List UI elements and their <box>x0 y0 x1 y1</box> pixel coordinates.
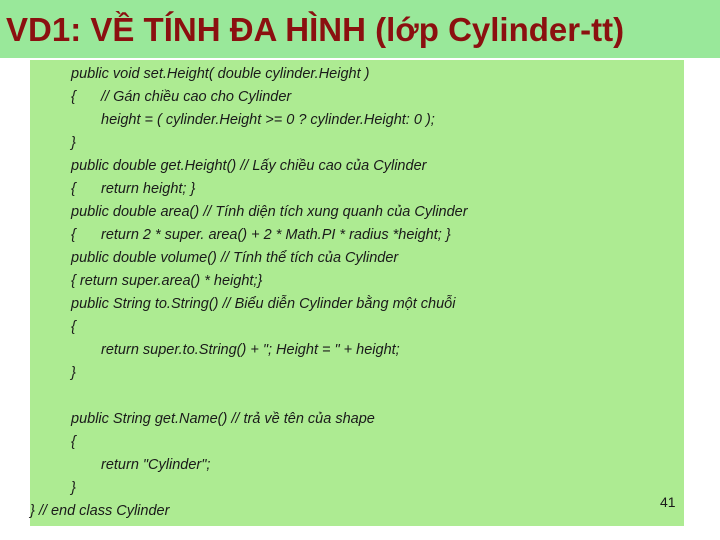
code-line-3: height = ( cylinder.Height >= 0 ? cylinder.Height: 0 ); <box>101 112 435 128</box>
code-line-5: public double get.Height() // Lấy chiều cao của Cylinder <box>71 158 427 174</box>
page-number: 41 <box>660 494 676 510</box>
code-line-13: return super.to.String() + "; Height = " + height; <box>101 342 400 358</box>
code-line-1: public void set.Height( double cylinder.Height ) <box>71 66 370 82</box>
code-line-10: { return super.area() * height;} <box>71 273 263 289</box>
code-line-6-brace: { <box>71 181 76 197</box>
code-line-14: } <box>71 365 76 381</box>
code-line-2-brace: { <box>71 89 76 105</box>
code-line-19: } // end class Cylinder <box>30 503 170 519</box>
code-line-17: return "Cylinder"; <box>101 457 211 473</box>
code-line-12: { <box>71 319 76 335</box>
slide-title: VD1: VỀ TÍNH ĐA HÌNH (lớp Cylinder-tt) <box>6 11 625 48</box>
code-line-2-text: // Gán chiều cao cho Cylinder <box>101 89 292 105</box>
code-line-8-brace: { <box>71 227 76 243</box>
code-line-7: public double area() // Tính diện tích xung quanh của Cylinder <box>71 204 468 220</box>
code-line-6-text: return height; } <box>101 181 196 197</box>
code-line-8-text: return 2 * super. area() + 2 * Math.PI * radius *height; } <box>101 227 451 243</box>
title-bar <box>0 0 720 58</box>
code-line-9: public double volume() // Tính thể tích của Cylinder <box>71 250 399 266</box>
code-line-11: public String to.String() // Biểu diễn Cylinder bằng một chuỗi <box>71 296 456 312</box>
code-line-18: } <box>71 480 76 496</box>
code-line-15: public String get.Name() // trả về tên của shape <box>71 411 375 427</box>
code-line-16: { <box>71 434 76 450</box>
code-line-4: } <box>71 135 76 151</box>
